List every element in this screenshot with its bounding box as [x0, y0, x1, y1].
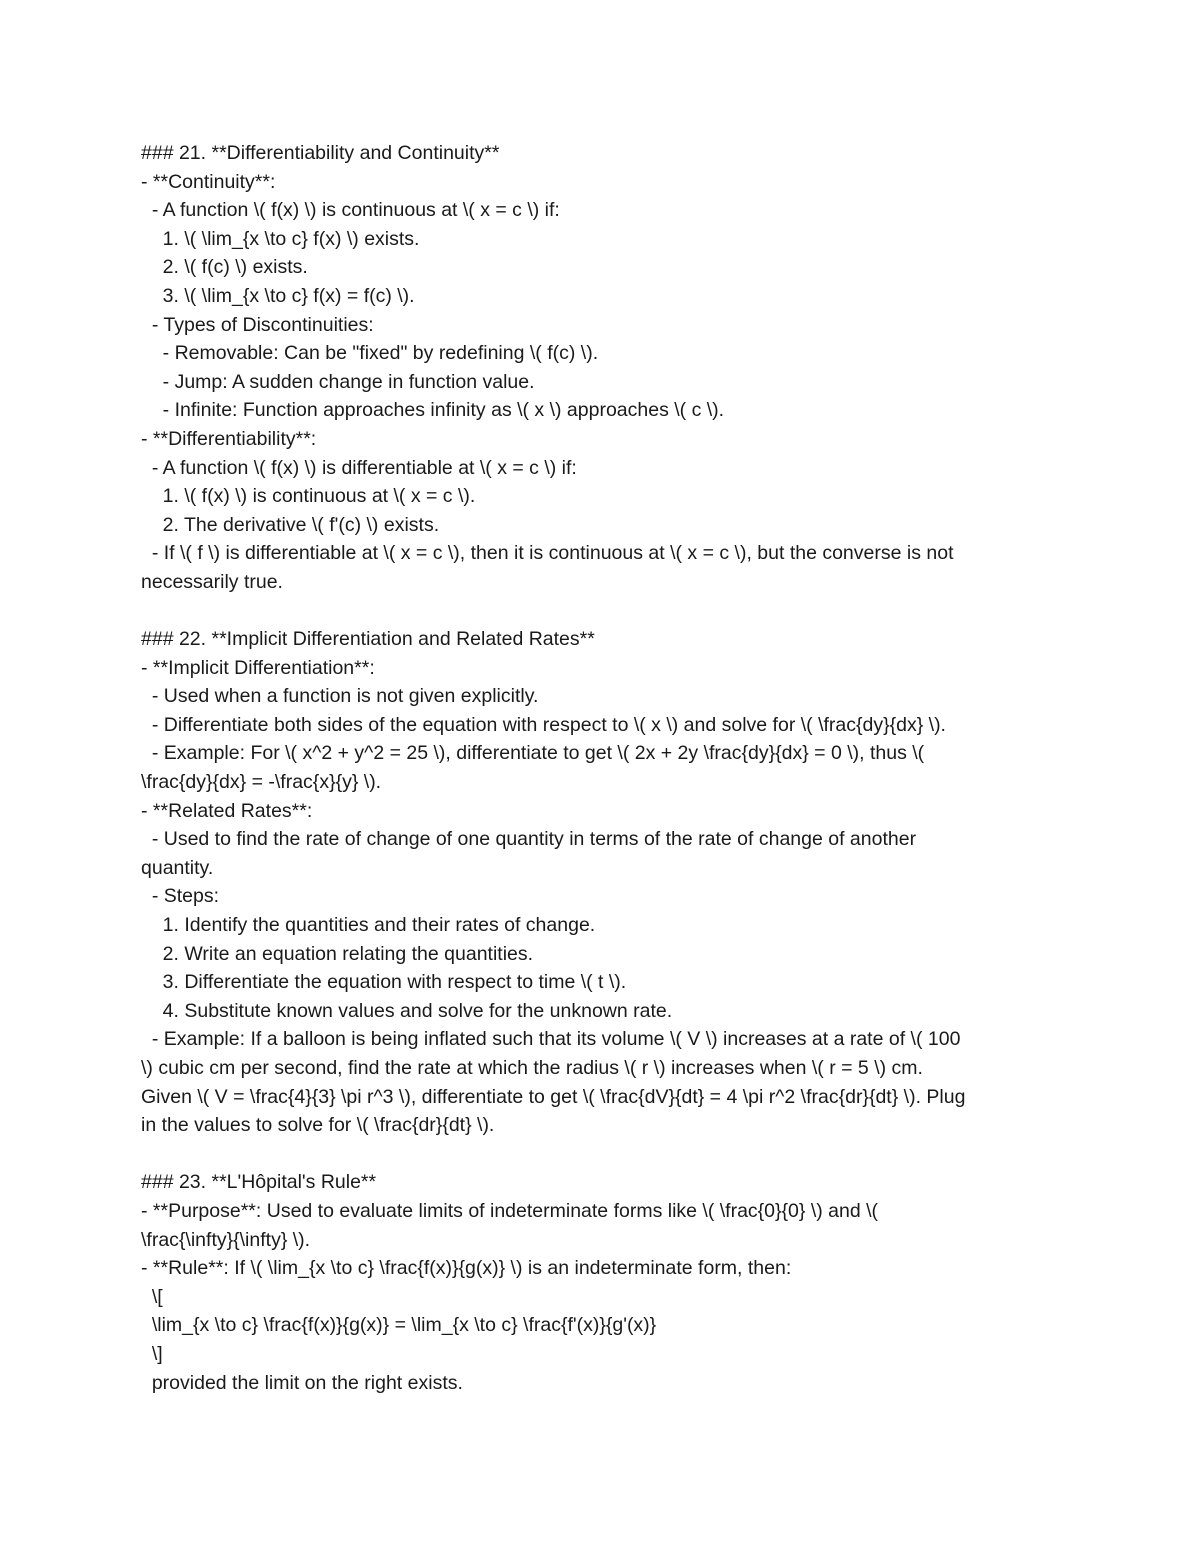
text-line: 2. \( f(c) \) exists.	[141, 256, 308, 279]
text-line: necessarily true.	[141, 570, 283, 593]
text-line: 1. Identify the quantities and their rates of change.	[141, 914, 596, 937]
text-line: 2. The derivative \( f'(c) \) exists.	[141, 513, 440, 536]
text-line: - Used to find the rate of change of one quantity in terms of the rate of change of another	[141, 828, 917, 851]
text-line: - Example: If a balloon is being inflated such that its volume \( V \) increases at a rate of \( 100	[141, 1028, 961, 1051]
section-heading: ### 23. **L'Hôpital's Rule**	[141, 1171, 377, 1194]
text-line: - Jump: A sudden change in function value.	[141, 370, 535, 393]
section-heading: ### 21. **Differentiability and Continuity**	[141, 142, 500, 164]
text-line: - Removable: Can be "fixed" by redefining \( f(c) \).	[141, 342, 599, 365]
text-line: - **Related Rates**:	[141, 799, 313, 822]
text-line: - Differentiate both sides of the equation with respect to \( x \) and solve for \( \frac{dy}{dx} \).	[141, 713, 946, 736]
blank-line	[141, 597, 1061, 626]
text-line: - Infinite: Function approaches infinity as \( x \) approaches \( c \).	[141, 399, 725, 422]
text-line: \frac{dy}{dx} = -\frac{x}{y} \).	[141, 771, 382, 794]
text-line: 4. Substitute known values and solve for the unknown rate.	[141, 999, 673, 1022]
text-line: \) cubic cm per second, find the rate at which the radius \( r \) increases when \( r = 5 \) cm.	[141, 1057, 923, 1079]
text-line: in the values to solve for \( \frac{dr}{dt} \).	[141, 1114, 495, 1137]
section-heading: ### 22. **Implicit Differentiation and Related Rates**	[141, 628, 595, 651]
text-line: \[	[141, 1285, 163, 1308]
text-line: - **Purpose**: Used to evaluate limits of indeterminate forms like \( \frac{0}{0} \) and \(	[141, 1199, 879, 1222]
blank-line	[141, 1140, 1061, 1169]
text-line: - Used when a function is not given explicitly.	[141, 685, 539, 708]
text-line: quantity.	[141, 856, 214, 879]
text-line: - Steps:	[141, 885, 220, 908]
text-line: - **Implicit Differentiation**:	[141, 656, 375, 679]
text-line: - Example: For \( x^2 + y^2 = 25 \), differentiate to get \( 2x + 2y \frac{dy}{dx} = 0 \), thus \(	[141, 742, 925, 765]
text-line: - **Continuity**:	[141, 170, 276, 193]
text-line: - Types of Discontinuities:	[141, 313, 374, 336]
text-line: \frac{\infty}{\infty} \).	[141, 1228, 311, 1251]
text-line: \]	[141, 1342, 163, 1365]
text-line: 3. \( \lim_{x \to c} f(x) = f(c) \).	[141, 284, 415, 307]
text-line: - A function \( f(x) \) is differentiable at \( x = c \) if:	[141, 456, 577, 479]
text-line: - If \( f \) is differentiable at \( x = c \), then it is continuous at \( x = c \), but the converse is not	[141, 542, 954, 565]
text-line: 1. \( f(x) \) is continuous at \( x = c \).	[141, 485, 476, 508]
text-line: Given \( V = \frac{4}{3} \pi r^3 \), differentiate to get \( \frac{dV}{dt} = 4 \pi r^2 \frac{dr}{dt} \). Plug	[141, 1085, 966, 1108]
text-line: 1. \( \lim_{x \to c} f(x) \) exists.	[141, 227, 420, 250]
text-line: - A function \( f(x) \) is continuous at \( x = c \) if:	[141, 199, 560, 222]
text-line: - **Differentiability**:	[141, 427, 317, 450]
text-line: 2. Write an equation relating the quantities.	[141, 942, 534, 965]
text-line: \lim_{x \to c} \frac{f(x)}{g(x)} = \lim_{x \to c} \frac{f'(x)}{g'(x)}	[141, 1314, 657, 1337]
text-line: 3. Differentiate the equation with respect to time \( t \).	[141, 971, 627, 994]
text-line: - **Rule**: If \( \lim_{x \to c} \frac{f(x)}{g(x)} \) is an indeterminate form, then:	[141, 1257, 792, 1280]
document-body	[141, 139, 1061, 1397]
text-line: provided the limit on the right exists.	[141, 1371, 463, 1394]
